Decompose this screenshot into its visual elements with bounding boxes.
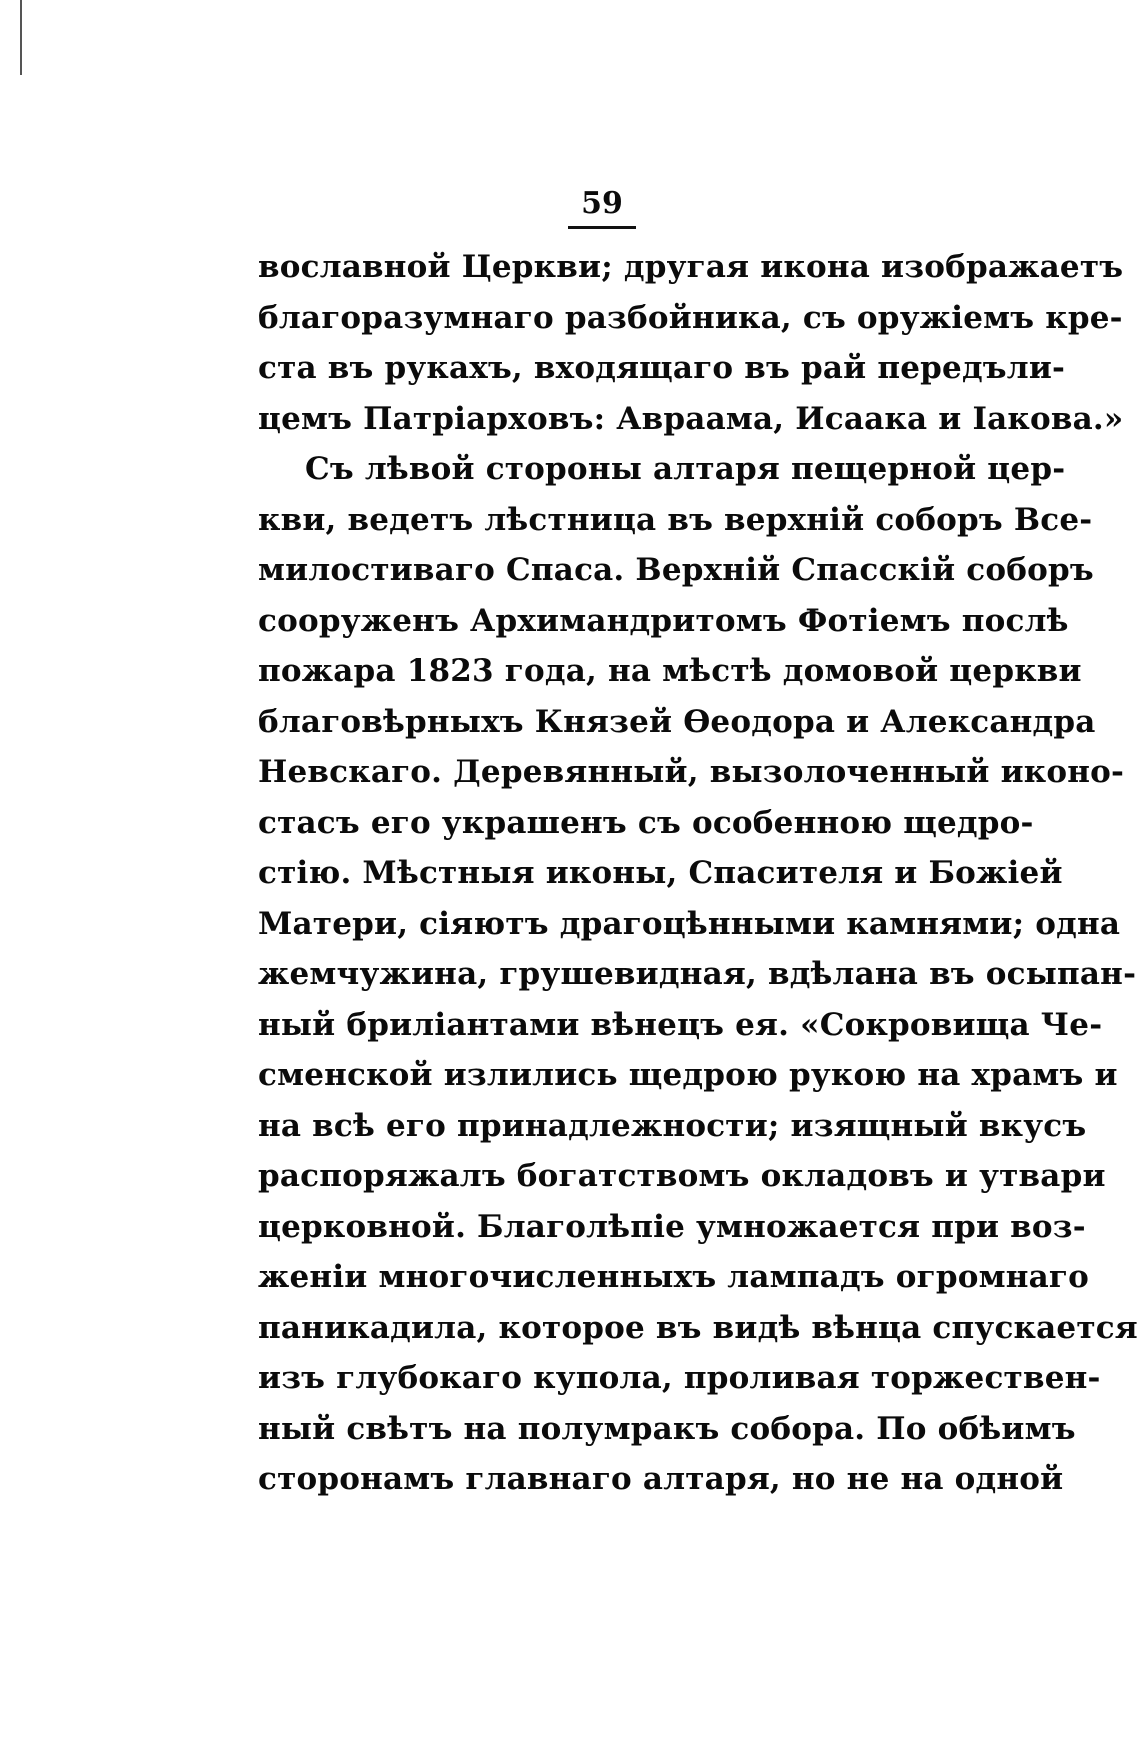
text-line: на всѣ его принадлежности; изящный вкусъ	[258, 1107, 1087, 1144]
text-line: стію. Мѣстныя иконы, Спасителя и Божіей	[258, 855, 1063, 891]
text-line: благовѣрныхъ Князей Ѳеодора и Александра	[258, 703, 1096, 740]
page-number: 59	[581, 186, 623, 221]
text-line: вославной Церкви; другая икона изображаетъ	[258, 249, 1124, 285]
text-line: изъ глубокаго купола, проливая торжествен-	[258, 1360, 1101, 1396]
paragraph-start-line: Съ лѣвой стороны алтаря пещерной цер-	[305, 451, 1066, 487]
text-line: Матери, сіяютъ драгоцѣнными камнями; одна	[258, 905, 1121, 942]
text-line: жемчужина, грушевидная, вдѣлана въ осыпан-	[258, 956, 1137, 992]
text-line: Невскаго. Деревянный, вызолоченный иконо-	[258, 754, 1125, 790]
text-line: ный свѣтъ на полумракъ собора. По обѣимъ	[258, 1410, 1076, 1447]
text-line: пожара 1823 года, на мѣстѣ домовой церкви	[258, 653, 1082, 689]
text-line: распоряжалъ богатствомъ окладовъ и утвари	[258, 1158, 1106, 1194]
text-line: женіи многочисленныхъ лампадъ огромнаго	[258, 1259, 1089, 1295]
text-line: стасъ его украшенъ съ особенною щедро-	[258, 804, 1034, 841]
scan-edge-line	[20, 0, 22, 75]
text-line: сменской излились щедрою рукою на храмъ и	[258, 1057, 1118, 1093]
text-line: паникадила, которое въ видѣ вѣнца спускается	[258, 1309, 1138, 1346]
text-line: ста въ рукахъ, входящаго въ рай передъли-	[258, 350, 1066, 386]
text-line: сооруженъ Архимандритомъ Фотіемъ послѣ	[258, 602, 1069, 639]
text-line: милостиваго Спаса. Верхній Спасскій соборъ	[258, 552, 1094, 588]
text-line: благоразумнаго разбойника, съ оружіемъ кре-	[258, 299, 1123, 336]
text-line: кви, ведетъ лѣстница въ верхній соборъ Все-	[258, 501, 1093, 538]
text-line: сторонамъ главнаго алтаря, но не на одной	[258, 1461, 1064, 1497]
text-line: ный бриліантами вѣнецъ ея. «Сокровища Че-	[258, 1006, 1103, 1043]
page-number-rule	[568, 226, 636, 229]
body-text	[258, 242, 1138, 1505]
text-line: церковной. Благолѣпіе умножается при воз-	[258, 1208, 1086, 1245]
text-line: цемъ Патріарховъ: Авраама, Исаака и Іакова.»	[258, 400, 1124, 437]
